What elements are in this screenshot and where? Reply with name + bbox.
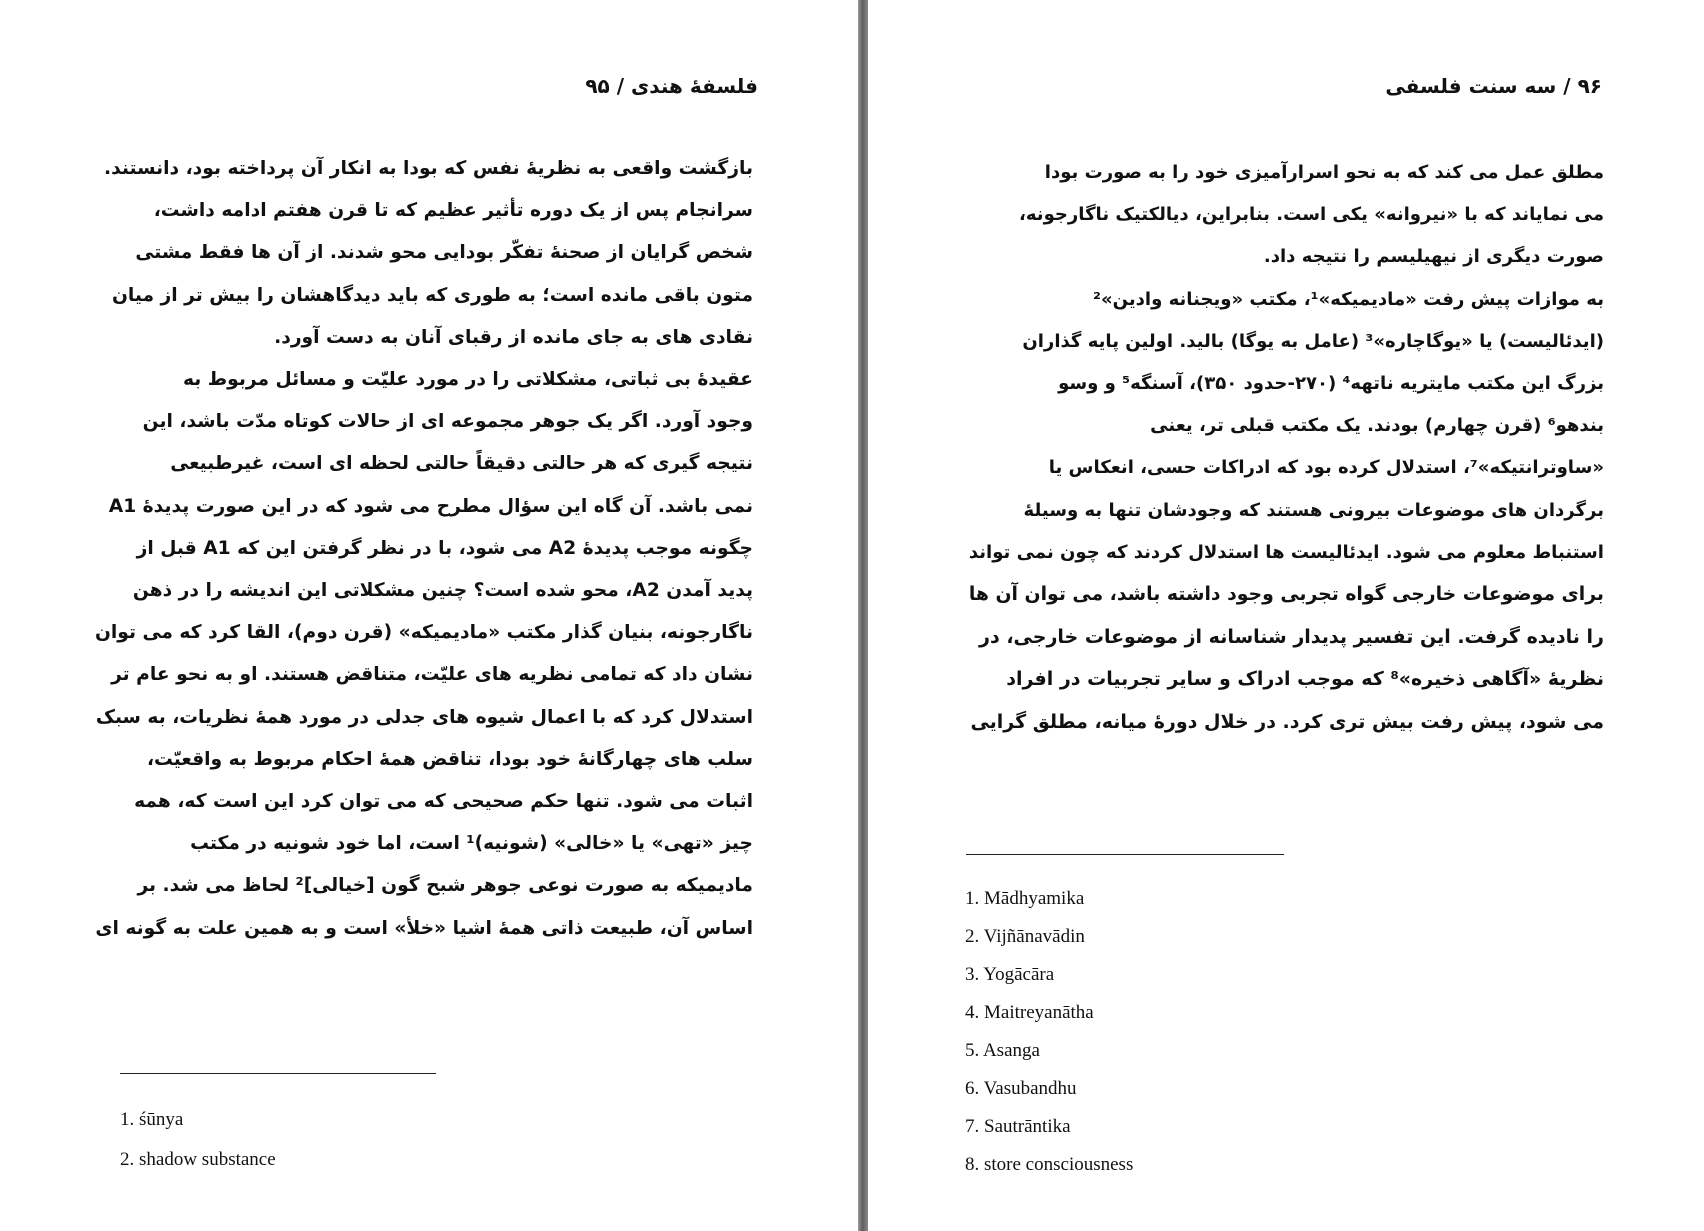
text-line: سلب های چهارگانۀ خود بودا، تناقض همۀ احکام مربوط به واقعیّت،: [146, 748, 753, 770]
text-line: می نمایاند که با «نیروانه» یکی است. بنابراین، دیالکتیک ناگارجونه،: [1019, 204, 1604, 226]
text-line: صورت دیگری از نیهیلیسم را نتیجه داد.: [1263, 246, 1604, 268]
right-page: [868, 0, 1704, 1231]
running-header: ۹۶ / سه سنت فلسفی: [1385, 74, 1602, 98]
text-line: عقیدۀ بی ثباتی، مشکلاتی را در مورد علیّت و مسائل مربوط به: [182, 369, 753, 391]
body-text: [969, 152, 1604, 743]
text-line: سرانجام پس از یک دوره تأثیر عظیم که تا قرن هفتم ادامه داشت،: [153, 200, 753, 222]
footnote: 1. śūnya: [120, 1109, 184, 1130]
text-line: برای موضوعات خارجی گواه تجربی وجود داشته باشد، می توان آن ها: [968, 584, 1604, 606]
footnote: 4. Maitreyanātha: [965, 1002, 1094, 1023]
text-line: مادیمیکه به صورت نوعی جوهر شبح گون [خیالی]² لحاظ می شد. بر: [137, 875, 753, 897]
text-line: نشان داد که تمامی نظریه های علیّت، متناقض هستند. او به نحو عام تر: [111, 664, 753, 686]
footnote: 5. Asanga: [965, 1040, 1040, 1061]
text-line: نظریۀ «آگاهی ذخیره»⁸ که موجب ادراک و سایر تجربیات در افراد: [1006, 668, 1604, 691]
text-line: به موازات پیش رفت «مادیمیکه»¹، مکتب «ویجنانه وادین»²: [1093, 288, 1604, 310]
text-line: چیز «تهی» یا «خالی» (شونیه)¹ است، اما خود شونیه در مکتب: [190, 833, 753, 855]
footnote: 2. shadow substance: [120, 1149, 276, 1170]
footnote-rule: [120, 1073, 436, 1074]
text-line: ناگارجونه، بنیان گذار مکتب «مادیمیکه» (قرن دوم)، القا کرد که می توان: [94, 622, 753, 644]
text-line: استدلال کرد که با اعمال شیوه های جدلی در مورد همۀ نظریات، به سبک: [95, 706, 753, 728]
text-line: پدید آمدن A2، محو شده است؟ چنین مشکلاتی این اندیشه را در ذهن: [132, 580, 753, 602]
text-line: استنباط معلوم می شود. ایدئالیست ها استدلال کردند که چون نمی تواند: [968, 541, 1604, 563]
text-line: بازگشت واقعی به نظریۀ نفس که بودا به انکار آن پرداخته بود، دانستند.: [104, 158, 753, 179]
text-line: متون باقی مانده است؛ به طوری که باید دیدگاهشان را بیش تر از میان: [111, 284, 753, 306]
body-text: [95, 148, 753, 950]
text-line: اساس آن، طبیعت ذاتی همۀ اشیا «خلأ» است و به همین علت به گونه ای: [95, 917, 753, 939]
text-line: نقادی های به جای مانده از رقبای آنان به دست آورد.: [274, 326, 753, 348]
footnote: 2. Vijñānavādin: [965, 926, 1085, 947]
text-line: بزرگ این مکتب مایتریه ناتهه⁴ (۲۷۰-حدود ۳۵۰)، آسنگه⁵ و وسو: [1058, 373, 1604, 395]
text-line: نتیجه گیری که هر حالتی دقیقاً حالتی لحظه ای است، غیرطبیعی: [170, 453, 753, 475]
running-header: فلسفۀ هندی / ۹۵: [585, 74, 758, 98]
text-line: می شود، پیش رفت بیش تری کرد. در خلال دورۀ میانه، مطلق گرایی: [970, 710, 1604, 733]
text-line: شخص گرایان از صحنۀ تفکّر بودایی محو شدند. از آن ها فقط مشتی: [135, 242, 753, 264]
text-line: «ساوترانتیکه»⁷، استدلال کرده بود که ادراکات حسی، انعکاس یا: [1048, 457, 1604, 479]
text-line: را نادیده گرفت. این تفسیر پدیدار شناسانه از موضوعات خارجی، در: [979, 626, 1604, 649]
footnote: 6. Vasubandhu: [965, 1078, 1077, 1099]
text-line: برگردان های موضوعات بیرونی هستند که وجودشان تنها به وسیلۀ: [1023, 499, 1604, 521]
text-line: مطلق عمل می کند که به نحو اسرارآمیزی خود را به صورت بودا: [1044, 162, 1604, 183]
footnote-rule: [966, 854, 1284, 855]
book-gutter: [858, 0, 868, 1231]
footnote: 7. Sautrāntika: [965, 1116, 1071, 1137]
text-line: چگونه موجب پدیدۀ A2 می شود، با در نظر گرفتن این که A1 قبل از: [136, 537, 753, 559]
text-line: بندهو⁶ (قرن چهارم) بودند. یک مکتب قبلی تر، یعنی: [1150, 415, 1604, 437]
footnote: 3. Yogācāra: [965, 964, 1055, 985]
footnote: 1. Mādhyamika: [965, 888, 1085, 909]
text-line: (ایدئالیست) یا «یوگاچاره»³ (عامل به یوگا) بالید. اولین پایه گذاران: [1022, 330, 1604, 352]
footnote: 8. store consciousness: [965, 1154, 1134, 1175]
text-line: وجود آورد. اگر یک جوهر مجموعه ای از حالات کوتاه مدّت باشد، این: [142, 411, 753, 433]
text-line: اثبات می شود. تنها حکم صحیحی که می توان کرد این است که، همه: [134, 791, 753, 813]
footnotes: [120, 1100, 276, 1180]
footnotes: [965, 880, 1133, 1184]
text-line: نمی باشد. آن گاه این سؤال مطرح می شود که در این صورت پدیدۀ A1: [108, 495, 753, 517]
